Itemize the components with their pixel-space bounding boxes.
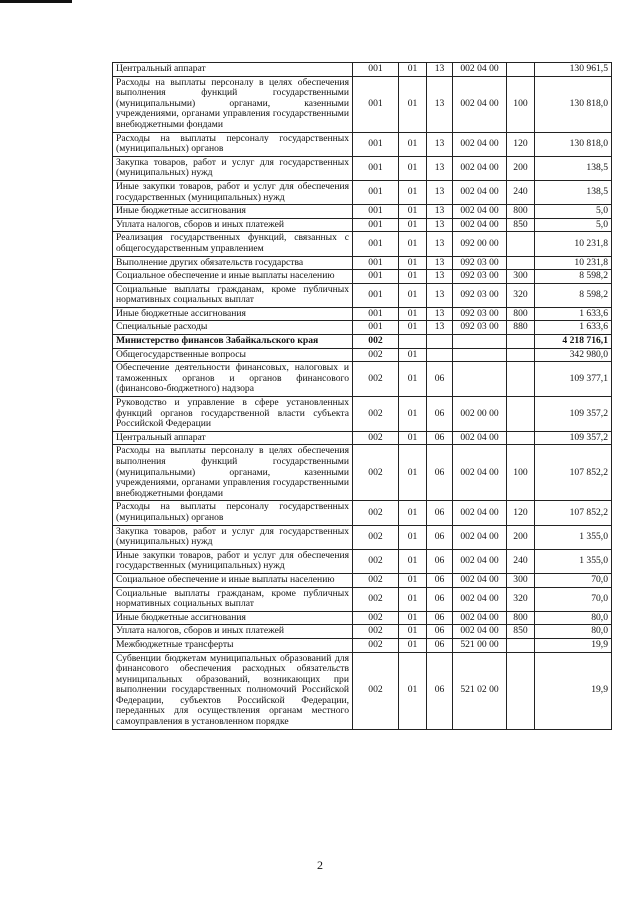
row-ved-code: 002	[353, 573, 399, 587]
table-row	[113, 501, 612, 525]
row-ved-code: 002	[353, 362, 399, 397]
row-section-code: 01	[399, 397, 427, 432]
row-name: Уплата налогов, сборов и иных платежей	[113, 218, 353, 232]
row-expense-type-code: 850	[507, 218, 535, 232]
row-ved-code: 002	[353, 625, 399, 639]
row-amount: 1 355,0	[535, 549, 612, 573]
row-subsection-code: 13	[427, 307, 453, 321]
row-expense-type-code	[507, 63, 535, 77]
row-target-code: 521 02 00	[453, 652, 507, 729]
row-amount: 1 355,0	[535, 525, 612, 549]
row-name: Социальное обеспечение и иные выплаты населению	[113, 573, 353, 587]
row-amount: 8 598,2	[535, 283, 612, 307]
row-name: Иные закупки товаров, работ и услуг для обеспечения государственных (муниципальных) нужд	[113, 180, 353, 204]
row-target-code: 092 03 00	[453, 283, 507, 307]
row-expense-type-code: 800	[507, 611, 535, 625]
row-target-code: 002 04 00	[453, 218, 507, 232]
row-amount: 10 231,8	[535, 256, 612, 270]
row-section-code: 01	[399, 76, 427, 132]
row-ved-code: 002	[353, 397, 399, 432]
row-expense-type-code	[507, 232, 535, 256]
table-row	[113, 638, 612, 652]
row-section-code: 01	[399, 501, 427, 525]
table-row	[113, 397, 612, 432]
budget-table	[112, 62, 612, 730]
row-ved-code: 002	[353, 335, 399, 349]
row-subsection-code: 06	[427, 573, 453, 587]
row-section-code: 01	[399, 132, 427, 156]
table-row	[113, 431, 612, 445]
table-row	[113, 321, 612, 335]
table-row	[113, 270, 612, 284]
row-name: Расходы на выплаты персоналу государственных (муниципальных) органов	[113, 132, 353, 156]
row-section-code: 01	[399, 270, 427, 284]
table-body	[113, 63, 612, 730]
table-row	[113, 132, 612, 156]
row-expense-type-code: 800	[507, 307, 535, 321]
row-subsection-code: 13	[427, 63, 453, 77]
row-subsection-code: 06	[427, 587, 453, 611]
row-target-code: 002 04 00	[453, 132, 507, 156]
row-name: Иные бюджетные ассигнования	[113, 307, 353, 321]
row-subsection-code: 13	[427, 256, 453, 270]
row-ved-code: 002	[353, 525, 399, 549]
row-section-code: 01	[399, 638, 427, 652]
row-name: Общегосударственные вопросы	[113, 348, 353, 362]
row-subsection-code: 06	[427, 611, 453, 625]
row-target-code: 002 04 00	[453, 625, 507, 639]
row-target-code: 002 00 00	[453, 397, 507, 432]
row-amount: 10 231,8	[535, 232, 612, 256]
table-row	[113, 587, 612, 611]
table-row	[113, 218, 612, 232]
row-amount: 1 633,6	[535, 321, 612, 335]
table-row	[113, 525, 612, 549]
row-name: Реализация государственных функций, связанных с общегосударственным управлением	[113, 232, 353, 256]
table-row	[113, 611, 612, 625]
row-name: Уплата налогов, сборов и иных платежей	[113, 625, 353, 639]
row-section-code: 01	[399, 156, 427, 180]
row-amount: 130 818,0	[535, 76, 612, 132]
row-expense-type-code	[507, 362, 535, 397]
row-section-code: 01	[399, 652, 427, 729]
row-section-code: 01	[399, 587, 427, 611]
row-expense-type-code	[507, 397, 535, 432]
row-expense-type-code: 200	[507, 525, 535, 549]
row-section-code: 01	[399, 611, 427, 625]
row-expense-type-code: 120	[507, 132, 535, 156]
row-name: Социальные выплаты гражданам, кроме публичных нормативных социальных выплат	[113, 283, 353, 307]
row-ved-code: 001	[353, 63, 399, 77]
row-name: Центральный аппарат	[113, 431, 353, 445]
row-expense-type-code: 100	[507, 76, 535, 132]
row-expense-type-code	[507, 256, 535, 270]
row-ved-code: 001	[353, 218, 399, 232]
row-amount: 107 852,2	[535, 445, 612, 501]
row-name: Специальные расходы	[113, 321, 353, 335]
row-amount: 5,0	[535, 218, 612, 232]
row-target-code: 002 04 00	[453, 573, 507, 587]
row-ved-code: 002	[353, 638, 399, 652]
row-subsection-code: 06	[427, 625, 453, 639]
row-target-code: 002 04 00	[453, 156, 507, 180]
row-name: Субвенции бюджетам муниципальных образований для финансового обеспечения расходных обязательств муниципальных образований, возникающих при выполнении государственных полномочий Российской Федерации, субъектов Российской Федерации, переданных для осуществления органам местного самоуправления в установленном порядке	[113, 652, 353, 729]
row-target-code: 002 04 00	[453, 587, 507, 611]
row-name: Руководство и управление в сфере установленных функций органов государственной власти субъекта Российской Федерации	[113, 397, 353, 432]
row-subsection-code: 06	[427, 501, 453, 525]
row-name: Социальное обеспечение и иные выплаты населению	[113, 270, 353, 284]
row-section-code: 01	[399, 362, 427, 397]
row-name: Иные бюджетные ассигнования	[113, 205, 353, 219]
row-section-code: 01	[399, 256, 427, 270]
row-subsection-code: 13	[427, 321, 453, 335]
row-subsection-code: 06	[427, 525, 453, 549]
row-section-code: 01	[399, 625, 427, 639]
row-target-code: 002 04 00	[453, 431, 507, 445]
row-expense-type-code: 300	[507, 573, 535, 587]
row-subsection-code: 13	[427, 132, 453, 156]
row-target-code: 092 03 00	[453, 307, 507, 321]
row-expense-type-code: 320	[507, 587, 535, 611]
table-row	[113, 156, 612, 180]
row-amount: 4 218 716,1	[535, 335, 612, 349]
row-subsection-code: 13	[427, 205, 453, 219]
row-subsection-code	[427, 348, 453, 362]
row-expense-type-code: 880	[507, 321, 535, 335]
row-ved-code: 002	[353, 348, 399, 362]
row-ved-code: 002	[353, 445, 399, 501]
row-subsection-code: 06	[427, 445, 453, 501]
table-row	[113, 283, 612, 307]
row-amount: 5,0	[535, 205, 612, 219]
row-name: Иные бюджетные ассигнования	[113, 611, 353, 625]
page-number: 2	[317, 858, 323, 872]
row-expense-type-code	[507, 348, 535, 362]
row-subsection-code: 06	[427, 638, 453, 652]
row-amount: 8 598,2	[535, 270, 612, 284]
row-section-code: 01	[399, 445, 427, 501]
row-target-code: 521 00 00	[453, 638, 507, 652]
row-subsection-code	[427, 335, 453, 349]
table-row	[113, 652, 612, 729]
table-row	[113, 76, 612, 132]
row-amount: 19,9	[535, 638, 612, 652]
row-target-code: 002 04 00	[453, 180, 507, 204]
row-amount: 130 961,5	[535, 63, 612, 77]
row-expense-type-code: 300	[507, 270, 535, 284]
table-row	[113, 348, 612, 362]
row-expense-type-code: 120	[507, 501, 535, 525]
table-row	[113, 573, 612, 587]
row-expense-type-code	[507, 335, 535, 349]
row-section-code: 01	[399, 549, 427, 573]
row-section-code: 01	[399, 180, 427, 204]
row-ved-code: 002	[353, 501, 399, 525]
row-section-code: 01	[399, 431, 427, 445]
row-ved-code: 001	[353, 205, 399, 219]
row-name: Выполнение других обязательств государства	[113, 256, 353, 270]
row-section-code: 01	[399, 573, 427, 587]
row-name: Министерство финансов Забайкальского края	[113, 335, 353, 349]
row-amount: 342 980,0	[535, 348, 612, 362]
row-name: Центральный аппарат	[113, 63, 353, 77]
row-section-code: 01	[399, 283, 427, 307]
row-subsection-code: 06	[427, 549, 453, 573]
row-section-code: 01	[399, 321, 427, 335]
row-subsection-code: 13	[427, 218, 453, 232]
row-amount: 70,0	[535, 587, 612, 611]
row-ved-code: 001	[353, 307, 399, 321]
row-ved-code: 001	[353, 132, 399, 156]
row-target-code: 002 04 00	[453, 76, 507, 132]
row-amount: 1 633,6	[535, 307, 612, 321]
row-subsection-code: 13	[427, 270, 453, 284]
table-row	[113, 205, 612, 219]
row-target-code: 002 04 00	[453, 501, 507, 525]
row-amount: 109 357,2	[535, 397, 612, 432]
row-subsection-code: 06	[427, 362, 453, 397]
row-name: Расходы на выплаты персоналу государственных (муниципальных) органов	[113, 501, 353, 525]
row-ved-code: 002	[353, 431, 399, 445]
row-ved-code: 001	[353, 180, 399, 204]
row-subsection-code: 06	[427, 397, 453, 432]
row-section-code: 01	[399, 218, 427, 232]
row-ved-code: 001	[353, 232, 399, 256]
row-expense-type-code: 240	[507, 180, 535, 204]
row-expense-type-code: 850	[507, 625, 535, 639]
row-ved-code: 001	[353, 256, 399, 270]
row-name: Закупка товаров, работ и услуг для государственных (муниципальных) нужд	[113, 525, 353, 549]
row-ved-code: 002	[353, 611, 399, 625]
table-row	[113, 362, 612, 397]
row-amount: 130 818,0	[535, 132, 612, 156]
row-ved-code: 001	[353, 76, 399, 132]
row-expense-type-code: 240	[507, 549, 535, 573]
row-name: Расходы на выплаты персоналу в целях обеспечения выполнения функций государственными (муниципальными) органами, казенными учреждениями, органами управления государственными внебюджетными фондами	[113, 445, 353, 501]
table-row	[113, 445, 612, 501]
row-name: Обеспечение деятельности финансовых, налоговых и таможенных органов и органов финансового (финансово-бюджетного) надзора	[113, 362, 353, 397]
row-target-code: 002 04 00	[453, 549, 507, 573]
row-target-code: 002 04 00	[453, 525, 507, 549]
row-amount: 138,5	[535, 180, 612, 204]
row-target-code: 002 04 00	[453, 63, 507, 77]
row-expense-type-code: 800	[507, 205, 535, 219]
row-name: Межбюджетные трансферты	[113, 638, 353, 652]
row-subsection-code: 13	[427, 156, 453, 180]
row-target-code: 002 04 00	[453, 611, 507, 625]
row-target-code: 002 04 00	[453, 205, 507, 219]
row-name: Закупка товаров, работ и услуг для государственных (муниципальных) нужд	[113, 156, 353, 180]
row-subsection-code: 06	[427, 431, 453, 445]
row-section-code: 01	[399, 232, 427, 256]
table-row	[113, 63, 612, 77]
row-amount: 109 357,2	[535, 431, 612, 445]
row-section-code: 01	[399, 525, 427, 549]
row-ved-code: 002	[353, 652, 399, 729]
row-expense-type-code	[507, 652, 535, 729]
row-target-code	[453, 335, 507, 349]
row-subsection-code: 06	[427, 652, 453, 729]
table-row	[113, 335, 612, 349]
row-target-code: 092 03 00	[453, 270, 507, 284]
row-subsection-code: 13	[427, 232, 453, 256]
row-amount: 109 377,1	[535, 362, 612, 397]
table-row	[113, 549, 612, 573]
row-ved-code: 001	[353, 270, 399, 284]
row-ved-code: 002	[353, 549, 399, 573]
row-section-code: 01	[399, 205, 427, 219]
row-expense-type-code	[507, 431, 535, 445]
row-amount: 19,9	[535, 652, 612, 729]
row-name: Расходы на выплаты персоналу в целях обеспечения выполнения функций государственными (муниципальными) органами, казенными учреждениями, органами управления государственными внебюджетными фондами	[113, 76, 353, 132]
row-section-code: 01	[399, 63, 427, 77]
row-name: Социальные выплаты гражданам, кроме публичных нормативных социальных выплат	[113, 587, 353, 611]
row-amount: 138,5	[535, 156, 612, 180]
table-row	[113, 180, 612, 204]
row-ved-code: 002	[353, 587, 399, 611]
row-target-code: 092 03 00	[453, 256, 507, 270]
row-subsection-code: 13	[427, 180, 453, 204]
row-section-code: 01	[399, 348, 427, 362]
row-expense-type-code: 100	[507, 445, 535, 501]
table-row	[113, 307, 612, 321]
table-row	[113, 256, 612, 270]
row-amount: 70,0	[535, 573, 612, 587]
row-expense-type-code: 320	[507, 283, 535, 307]
scan-edge-mark	[0, 0, 72, 3]
row-expense-type-code: 200	[507, 156, 535, 180]
row-ved-code: 001	[353, 321, 399, 335]
row-name: Иные закупки товаров, работ и услуг для обеспечения государственных (муниципальных) нужд	[113, 549, 353, 573]
row-target-code: 002 04 00	[453, 445, 507, 501]
row-ved-code: 001	[353, 283, 399, 307]
row-target-code	[453, 348, 507, 362]
row-expense-type-code	[507, 638, 535, 652]
row-target-code: 092 00 00	[453, 232, 507, 256]
row-amount: 80,0	[535, 611, 612, 625]
row-amount: 80,0	[535, 625, 612, 639]
row-target-code	[453, 362, 507, 397]
row-amount: 107 852,2	[535, 501, 612, 525]
row-subsection-code: 13	[427, 76, 453, 132]
table-row	[113, 232, 612, 256]
row-target-code: 092 03 00	[453, 321, 507, 335]
row-subsection-code: 13	[427, 283, 453, 307]
row-section-code: 01	[399, 307, 427, 321]
table-row	[113, 625, 612, 639]
row-ved-code: 001	[353, 156, 399, 180]
row-section-code	[399, 335, 427, 349]
